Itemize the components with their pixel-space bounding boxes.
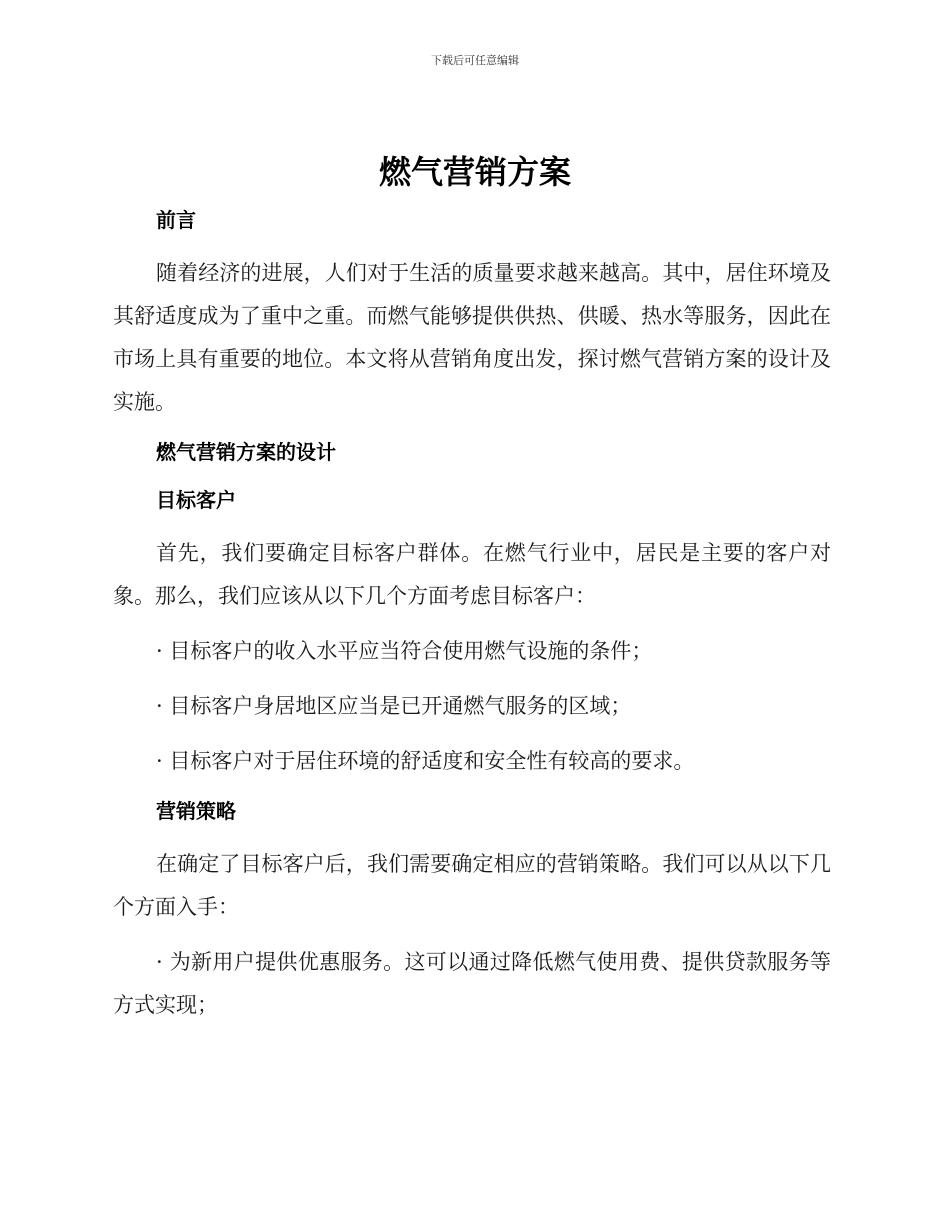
document-title: 燃气营销方案 [378, 153, 571, 191]
bullet-item: · 目标客户对于居住环境的舒适度和安全性有较高的要求。 [156, 749, 695, 773]
bullet-item: · 为新用户提供优惠服务。这可以通过降低燃气使用费、提供贷款服务等方式实现； [113, 950, 831, 1017]
section-heading-target-customers: 目标客户 [156, 488, 236, 512]
section-heading-design: 燃气营销方案的设计 [156, 440, 336, 464]
section-heading-marketing-strategy: 营销策略 [156, 799, 236, 823]
document-body [113, 198, 831, 1039]
bullet-item: · 目标客户身居地区应当是已开通燃气服务的区域； [156, 694, 632, 718]
paragraph-target-customers: 首先，我们要确定目标客户群体。在燃气行业中，居民是主要的客户对象。那么，我们应该从以下几个方面考虑目标客户： [113, 541, 831, 608]
paragraph-preface: 随着经济的进展，人们对于生活的质量要求越来越高。其中，居住环境及其舒适度成为了重中之重。而燃气能够提供供热、供暖、热水等服务，因此在市场上具有重要的地位。本文将从营销角度出发，探讨燃气营销方案的设计及实施。 [113, 261, 831, 414]
header-note: 下载后可任意编辑 [431, 54, 519, 67]
paragraph-marketing-strategy: 在确定了目标客户后，我们需要确定相应的营销策略。我们可以从以下几个方面入手： [113, 852, 831, 919]
bullet-item: · 目标客户的收入水平应当符合使用燃气设施的条件； [156, 639, 653, 663]
section-heading-preface: 前言 [156, 208, 196, 232]
